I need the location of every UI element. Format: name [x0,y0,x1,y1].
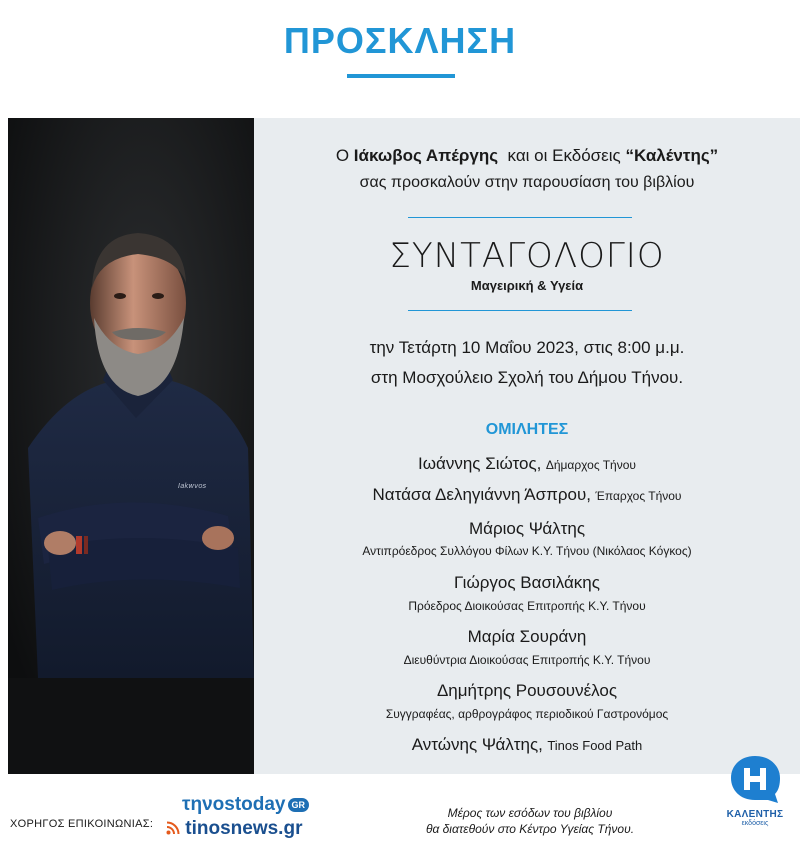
speaker-item [254,485,800,505]
speaker-role: Δήμαρχος Τήνου [545,458,636,472]
kalentis-logo-icon [720,754,790,827]
event-date: την Τετάρτη 10 Μαΐου 2023, στις 8:00 μ.μ. [369,338,685,357]
speaker-name: Γιώργος Βασιλάκης [454,573,600,592]
intro-middle: και οι Εκδόσεις [498,146,626,165]
speakers-heading: ΟΜΙΛΗΤΕΣ [485,421,569,438]
speaker-name: Δημήτρης Ρουσουνέλος [436,681,618,700]
gr-badge: GR [288,798,310,812]
speaker-name: Αντώνης Ψάλτης, [411,735,543,754]
rss-icon [166,818,185,839]
speaker-item [254,454,800,474]
intro-line-2: σας προσκαλούν στην παρουσίαση του βιβλίου [359,174,695,191]
speaker-role: Πρόεδρος Διοικούσας Επιτροπής Κ.Υ. Τήνου [408,599,646,613]
intro-prefix: Ο [335,146,354,165]
publisher-name: “Καλέντης” [625,146,719,165]
speaker-role: Διευθύντρια Διοικούσας Επιτροπής Κ.Υ. Τήνου [403,653,651,667]
tinosnews-text: tinosnews.gr [185,818,303,839]
tinosnews-logo[interactable] [166,818,302,840]
chef-portrait-illustration [8,118,254,774]
invitation-content [254,118,800,774]
divider-bottom [408,310,632,311]
speaker-name: Ιωάννης Σιώτος, [418,454,542,473]
speaker-name: Μάριος Ψάλτης [468,519,586,538]
page-title: ΠΡΟΣΚΛΗΣΗ [283,20,517,61]
speaker-name: Μαρία Σουράνη [467,627,587,646]
proceeds-note [400,805,660,837]
speaker-role: Έπαρχος Τήνου [595,489,682,503]
title-underline [347,74,455,78]
book-title: ΣΥΝΤΑΓΟΛΟΓΙΟ [389,236,665,276]
tinostoday-text: τηνοstoday [182,794,286,815]
author-name: Ιάκωβος Απέργης [353,146,499,165]
speaker-role: Tinos Food Path [547,738,643,753]
intro-line-1 [254,146,800,166]
divider-top [408,217,632,218]
chef-portrait [8,118,254,774]
svg-text:Iakwvos: Iakwvos [178,482,207,490]
speaker-role: Αντιπρόεδρος Συλλόγου Φίλων Κ.Υ. Τήνου (Νικόλαος Κόγκος) [362,544,692,558]
sponsor-label: ΧΟΡΗΓΟΣ ΕΠΙΚΟΙΝΩΝΙΑΣ: [10,818,154,830]
speaker-role: Συγγραφέας, αρθρογράφος περιοδικού Γαστρονόμος [385,707,669,721]
header [0,20,800,62]
book-subtitle: Μαγειρική & Υγεία [470,278,584,293]
note-line-1: Μέρος των εσόδων του βιβλίου [447,806,613,820]
publisher-logo-name: ΚΑΛΕΝΤΗΣ [726,809,784,820]
speaker-item [254,735,800,755]
kalentis-mark-icon [728,754,782,804]
note-line-2: θα διατεθούν στο Κέντρο Υγείας Τήνου. [425,822,635,836]
event-place: στη Μοσχούλειο Σχολή του Δήμου Τήνου. [370,368,684,387]
speaker-name: Νατάσα Δεληγιάννη Άσπρου, [372,485,591,504]
publisher-logo-sub: εκδόσεις [741,820,769,827]
footer [0,774,800,846]
tinostoday-logo[interactable] [182,794,309,816]
